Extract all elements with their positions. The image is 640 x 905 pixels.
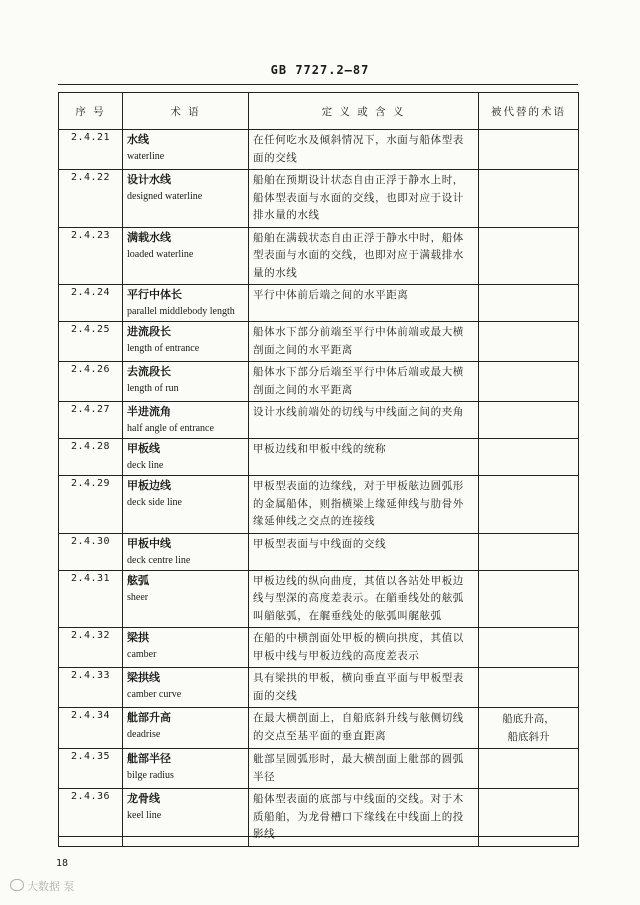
term-english: deck side line (127, 497, 182, 508)
term-chinese: 满载水线 (127, 230, 171, 244)
term-cell (123, 322, 249, 362)
term-number: 2.4.33 (59, 668, 123, 708)
term-cell (123, 749, 249, 789)
table-row (59, 476, 579, 534)
term-number: 2.4.26 (59, 362, 123, 402)
term-cell (123, 439, 249, 476)
table-row (59, 130, 579, 170)
term-english: length of run (127, 383, 179, 394)
term-english: designed waterline (127, 191, 203, 202)
replaced-term (479, 322, 579, 362)
term-cell (123, 130, 249, 170)
term-definition: 船体水下部分前端至平行中体前端或最大横剖面之间的水平距离 (249, 322, 479, 362)
term-chinese: 半进流角 (127, 405, 171, 418)
term-number: 2.4.30 (59, 533, 123, 570)
replaced-term-part: 船底斜升 (507, 731, 550, 743)
term-cell (123, 285, 249, 322)
term-english: half angle of entrance (127, 423, 214, 434)
term-english: sheer (127, 591, 149, 603)
term-number: 2.4.31 (59, 570, 123, 628)
term-chinese: 进流段长 (127, 325, 171, 338)
replaced-term (479, 439, 579, 476)
term-chinese: 去流段长 (127, 365, 171, 378)
term-definition: 船舶在满载状态自由正浮于静水中时，船体型表面与水面的交线，也即对应于满载排水量的水线 (249, 227, 479, 285)
term-number: 2.4.29 (59, 476, 123, 534)
page-number: 18 (56, 858, 69, 869)
term-english: loaded waterline (127, 248, 194, 260)
term-english: length of entrance (127, 343, 200, 354)
term-definition: 甲板型表面与中线面的交线 (249, 533, 479, 570)
term-number: 2.4.27 (59, 402, 123, 439)
watermark-text: 大数据 泵 (27, 880, 75, 893)
term-definition: 在任何吃水及倾斜情况下，水面与船体型表面的交线 (249, 130, 479, 170)
term-number: 2.4.24 (59, 285, 123, 322)
table-row (59, 628, 579, 668)
replaced-term (479, 402, 579, 439)
replaced-term (479, 227, 579, 285)
terms-table (58, 92, 579, 847)
bottom-rule (58, 836, 578, 837)
watermark-icon (10, 879, 24, 891)
term-definition: 设计水线前端处的切线与中线面之间的夹角 (249, 402, 479, 439)
term-cell (123, 476, 249, 534)
replaced-term (479, 170, 579, 228)
table-row (59, 170, 579, 228)
term-english: deck line (127, 460, 164, 471)
replaced-term (479, 285, 579, 322)
replaced-term (479, 570, 579, 628)
term-chinese: 甲板边线 (127, 479, 171, 492)
term-cell (123, 533, 249, 570)
term-definition: 船舶在预期设计状态自由正浮于静水上时，船体型表面与水面的交线，也即对应于设计排水量的水线 (249, 170, 479, 228)
term-number: 2.4.32 (59, 628, 123, 668)
term-definition: 在船的中横剖面处甲板的横向拱度，其值以甲板中线与甲板边线的高度差表示 (249, 628, 479, 668)
term-definition: 甲板边线的纵向曲度，其值以各站处甲板边线与型深的高度差表示。在艏垂线处的舷弧叫艏舷弧，在艉垂线处的舷弧叫艉舷弧 (249, 570, 479, 628)
term-english: bilge radius (127, 770, 174, 781)
col-header-num: 序 号 (59, 93, 123, 130)
term-number: 2.4.21 (59, 130, 123, 170)
term-definition: 船体水下部分后端至平行中体后端或最大横剖面之间的水平距离 (249, 362, 479, 402)
table-row (59, 789, 579, 847)
table-row (59, 749, 579, 789)
term-cell (123, 789, 249, 847)
term-number: 2.4.28 (59, 439, 123, 476)
replaced-term (479, 628, 579, 668)
term-cell (123, 362, 249, 402)
term-definition: 甲板边线和甲板中线的统称 (249, 439, 479, 476)
replaced-term (479, 749, 579, 789)
table-row (59, 570, 579, 628)
term-cell (123, 227, 249, 285)
term-english: parallel middlebody length (127, 306, 235, 317)
standard-code-header: GB 7727.2—87 (270, 63, 370, 77)
term-english: deadrise (127, 729, 161, 740)
replaced-term (479, 668, 579, 708)
term-cell (123, 570, 249, 628)
replaced-term (479, 476, 579, 534)
col-header-term: 术 语 (123, 93, 249, 130)
term-definition: 平行中体前后端之间的水平距离 (249, 285, 479, 322)
term-cell (123, 708, 249, 749)
replaced-term (479, 789, 579, 847)
term-definition: 甲板型表面的边缘线，对于甲板舷边圆弧形的金属船体，则指横梁上缘延伸线与肋骨外缘延伸线之交点的连接线 (249, 476, 479, 534)
term-english: keel line (127, 810, 162, 821)
table-row (59, 227, 579, 285)
term-chinese: 龙骨线 (127, 792, 160, 805)
term-cell (123, 628, 249, 668)
term-number: 2.4.23 (59, 227, 123, 285)
term-definition: 在最大横剖面上，自船底斜升线与舷侧切线的交点至基平面的垂直距离 (249, 708, 479, 749)
term-cell (123, 170, 249, 228)
term-number: 2.4.36 (59, 789, 123, 847)
term-number: 2.4.22 (59, 170, 123, 228)
term-chinese: 舷弧 (127, 573, 149, 587)
term-english: waterline (127, 151, 165, 162)
term-cell (123, 668, 249, 708)
term-chinese: 设计水线 (127, 173, 171, 186)
term-english: camber curve (127, 689, 182, 700)
term-number: 2.4.35 (59, 749, 123, 789)
term-chinese: 甲板中线 (127, 536, 171, 550)
term-chinese: 梁拱线 (127, 671, 160, 684)
term-number: 2.4.25 (59, 322, 123, 362)
term-definition: 具有梁拱的甲板，横向垂直平面与甲板型表面的交线 (249, 668, 479, 708)
replaced-term (479, 533, 579, 570)
term-definition: 舭部呈圆弧形时，最大横剖面上舭部的圆弧半径 (249, 749, 479, 789)
term-chinese: 水线 (127, 133, 149, 146)
term-chinese: 舭部升高 (127, 711, 171, 724)
table-row (59, 402, 579, 439)
table-row (59, 322, 579, 362)
term-chinese: 甲板线 (127, 442, 160, 455)
term-chinese: 梁拱 (127, 631, 149, 644)
replaced-term-part: 船底升高， (502, 713, 555, 725)
table-row (59, 439, 579, 476)
term-english: camber (127, 649, 157, 660)
table-header-row (59, 93, 579, 130)
table-row (59, 533, 579, 570)
table-row (59, 285, 579, 322)
term-definition: 船体型表面的底部与中线面的交线。对于木质船舶，为龙骨槽口下缘线在中线面上的投影线 (249, 789, 479, 847)
table-row (59, 362, 579, 402)
term-chinese: 舭部半径 (127, 752, 171, 765)
col-header-definition: 定 义 或 含 义 (249, 93, 479, 130)
term-chinese: 平行中体长 (127, 288, 182, 301)
replaced-term (479, 362, 579, 402)
col-header-replaced: 被代替的术语 (479, 93, 579, 130)
term-cell (123, 402, 249, 439)
table-row (59, 668, 579, 708)
replaced-term (479, 708, 579, 749)
watermark (10, 878, 75, 894)
term-number: 2.4.34 (59, 708, 123, 749)
term-english: deck centre line (127, 554, 191, 566)
header-rule (58, 84, 578, 85)
table-row (59, 708, 579, 749)
replaced-term (479, 130, 579, 170)
